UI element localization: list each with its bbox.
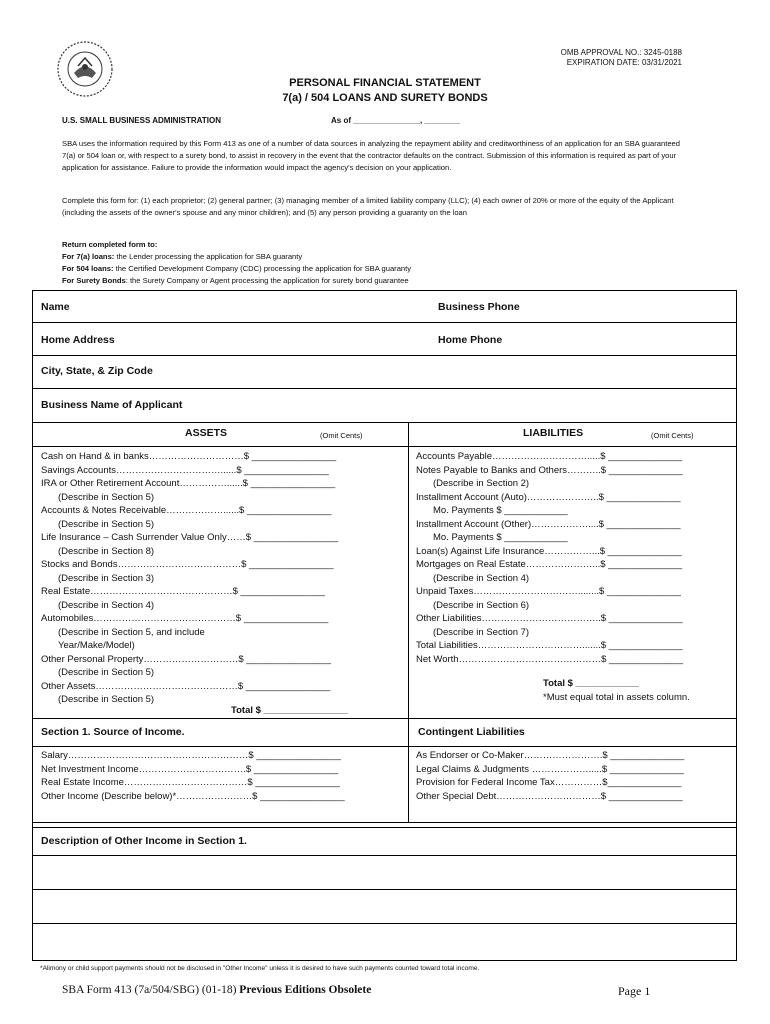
liabilities-total[interactable]: Total $ ____________ bbox=[543, 678, 639, 689]
omb-number: OMB APPROVAL NO.: 3245-0188 bbox=[560, 48, 682, 57]
asset-line[interactable]: Stocks and Bonds…………………………………$ ________________ bbox=[41, 559, 334, 570]
contingent-liability-line[interactable]: As Endorser or Co-Maker…………………….$ ______________ bbox=[416, 750, 685, 761]
asset-line[interactable]: (Describe in Section 4) bbox=[58, 599, 155, 611]
asset-line[interactable]: Life Insurance – Cash Surrender Value Only……$ ________________ bbox=[41, 532, 339, 543]
previous-editions-obsolete: Previous Editions Obsolete bbox=[239, 984, 372, 996]
liabilities-note: *Must equal total in assets column. bbox=[543, 692, 690, 703]
liability-line[interactable]: Net Worth………………………………………$ ______________ bbox=[416, 653, 683, 665]
liabilities-omit-cents: (Omit Cents) bbox=[651, 431, 694, 440]
asset-line[interactable]: (Describe in Section 5) bbox=[58, 518, 155, 530]
intro-paragraph-1: SBA uses the information required by this Form 413 as one of a number of data sources in analyzing the repayment ability and creditworthiness of an application for an SBA guaranteed 7(a) or 504 loan or, with respect to a surety bond, to assist in recovery in the event that the contractor defaults on the contract. Submission of this information is required as part of your application for assistance. Failure to provide the information would impact the agency's decision on your application. bbox=[62, 139, 680, 172]
return-title: Return completed form to: bbox=[62, 240, 158, 249]
asset-line[interactable]: (Describe in Section 3) bbox=[58, 572, 155, 584]
liability-line[interactable]: Other Liabilities………………………………..$ ______________ bbox=[416, 613, 683, 624]
expiration-date: EXPIRATION DATE: 03/31/2021 bbox=[566, 58, 682, 67]
return-surety-text: : the Surety Company or Agent processing the application for surety bond guarantee bbox=[125, 276, 409, 285]
liability-line[interactable]: Loan(s) Against Life Insurance……………...$ ______________ bbox=[416, 545, 682, 557]
contingent-liability-line[interactable]: Other Special Debt……………………………$ ______________ bbox=[416, 790, 683, 802]
asset-line[interactable]: Cash on Hand & in banks…………………………$ ________________ bbox=[41, 451, 337, 462]
title-line-1: PERSONAL FINANCIAL STATEMENT bbox=[289, 77, 481, 89]
contingent-liability-line[interactable]: Legal Claims & Judgments ……………….....$ ______________ bbox=[416, 763, 684, 775]
liability-line[interactable]: (Describe in Section 2) bbox=[433, 478, 530, 489]
income-line[interactable]: Net Investment Income…………………………….$ ________________ bbox=[41, 763, 339, 775]
asset-line[interactable]: Real Estate………………………………………$ ________________ bbox=[41, 586, 326, 597]
omb-approval bbox=[561, 48, 682, 68]
liability-line[interactable]: (Describe in Section 7) bbox=[433, 626, 530, 638]
description-line-1[interactable] bbox=[33, 856, 736, 889]
form-identifier bbox=[62, 984, 371, 996]
liability-line[interactable]: Accounts Payable………………………….....$ ______________ bbox=[416, 451, 683, 462]
page-number: Page 1 bbox=[618, 984, 651, 998]
title-line-2: 7(a) / 504 LOANS AND SURETY BONDS bbox=[282, 92, 488, 104]
return-surety-label: For Surety Bonds bbox=[62, 276, 126, 285]
liability-line[interactable]: Mo. Payments $ ____________ bbox=[433, 505, 568, 516]
liability-line[interactable]: Installment Account (Auto)…………………..$ ______________ bbox=[416, 491, 681, 503]
assets-total[interactable]: Total $ ________________ bbox=[231, 705, 349, 716]
contingent-liability-line[interactable]: Provision for Federal Income Tax……………$______________ bbox=[416, 777, 682, 788]
asset-line[interactable]: (Describe in Section 5, and include bbox=[58, 626, 205, 638]
income-line[interactable]: Salary…………………………………………………$ ________________ bbox=[41, 750, 341, 761]
contingent-liabilities-header: Contingent Liabilities bbox=[418, 726, 525, 738]
agency-name: U.S. SMALL BUSINESS ADMINISTRATION bbox=[62, 116, 221, 125]
liabilities-header: LIABILITIES bbox=[523, 427, 584, 439]
liability-line[interactable]: Installment Account (Other)………………....$ ______________ bbox=[416, 518, 681, 530]
asset-line[interactable]: Accounts & Notes Receivable………………......$ ________________ bbox=[41, 505, 332, 516]
asset-line[interactable]: IRA or Other Retirement Account……………......$ ________________ bbox=[41, 478, 336, 489]
return-instructions bbox=[62, 239, 702, 287]
income-line[interactable]: Other Income (Describe below)*……………………$ ________________ bbox=[41, 790, 345, 802]
assets-list bbox=[41, 450, 338, 707]
asset-line[interactable]: (Describe in Section 5) bbox=[58, 491, 155, 503]
business-name-field[interactable]: Business Name of Applicant bbox=[41, 399, 183, 411]
return-504-label: For 504 loans: bbox=[62, 264, 114, 273]
liability-line[interactable]: Notes Payable to Banks and Others………..$ ______________ bbox=[416, 464, 683, 476]
home-address-field[interactable]: Home Address bbox=[41, 334, 115, 346]
liabilities-list bbox=[416, 450, 683, 666]
asset-line[interactable]: Other Personal Property…………………………$ ________________ bbox=[41, 653, 331, 665]
liability-line[interactable]: (Describe in Section 6) bbox=[433, 599, 530, 611]
form-title bbox=[0, 76, 770, 106]
asset-line[interactable]: Savings Accounts……………………………......$ ________________ bbox=[41, 464, 329, 476]
asset-line[interactable]: (Describe in Section 8) bbox=[58, 545, 155, 557]
contingent-list bbox=[416, 749, 684, 803]
city-state-zip-field[interactable]: City, State, & Zip Code bbox=[41, 365, 153, 377]
return-7a-label: For 7(a) loans: bbox=[62, 252, 115, 261]
liability-line[interactable]: (Describe in Section 4) bbox=[433, 572, 530, 584]
return-7a-text: the Lender processing the application for SBA guaranty bbox=[114, 252, 303, 261]
liability-line[interactable]: Unpaid Taxes……………………………........$ ______________ bbox=[416, 586, 681, 597]
asset-line[interactable]: (Describe in Section 5) bbox=[58, 667, 155, 678]
footnote: *Alimony or child support payments should not be disclosed in "Other Income" unless it is desired to have such payments counted toward total income. bbox=[40, 965, 480, 972]
intro-paragraph-2: Complete this form for: (1) each proprietor; (2) general partner; (3) managing member of a limited liability company (LLC); (4) each owner of 20% or more of the equity of the Applicant (including the assets of the owner's spouse and any minor children); and (5) any person providing a guaranty on the loan bbox=[62, 196, 674, 217]
description-line-3[interactable] bbox=[33, 924, 736, 960]
liability-line[interactable]: Mo. Payments $ ____________ bbox=[433, 532, 568, 543]
as-of-date-field[interactable]: As of _______________, ________ bbox=[331, 116, 460, 125]
asset-line[interactable]: Year/Make/Model) bbox=[58, 640, 135, 651]
other-income-description-header: Description of Other Income in Section 1. bbox=[41, 835, 247, 847]
asset-line[interactable]: Automobiles………………………………………$ ________________ bbox=[41, 613, 329, 624]
description-line-2[interactable] bbox=[33, 890, 736, 923]
liability-line[interactable]: Total Liabilities…………………………….......$ ______________ bbox=[416, 640, 683, 651]
assets-header: ASSETS bbox=[185, 427, 228, 439]
financial-statement-form bbox=[32, 290, 737, 961]
business-phone-field[interactable]: Business Phone bbox=[438, 301, 520, 313]
home-phone-field[interactable]: Home Phone bbox=[438, 334, 503, 346]
assets-omit-cents: (Omit Cents) bbox=[320, 431, 363, 440]
income-list bbox=[41, 749, 345, 803]
asset-line[interactable]: Other Assets………………………………………$ ________________ bbox=[41, 680, 331, 692]
income-line[interactable]: Real Estate Income…………………………………$ ________________ bbox=[41, 777, 340, 788]
form-number: SBA Form 413 (7a/504/SBG) (01-18) bbox=[62, 984, 240, 996]
section-1-header: Section 1. Source of Income. bbox=[41, 726, 185, 738]
asset-line[interactable]: (Describe in Section 5) bbox=[58, 694, 155, 705]
liability-line[interactable]: Mortgages on Real Estate…………………...$ ______________ bbox=[416, 559, 683, 570]
return-504-text: the Certified Development Company (CDC) processing the application for SBA guaranty bbox=[113, 264, 412, 273]
name-field[interactable]: Name bbox=[41, 301, 70, 313]
